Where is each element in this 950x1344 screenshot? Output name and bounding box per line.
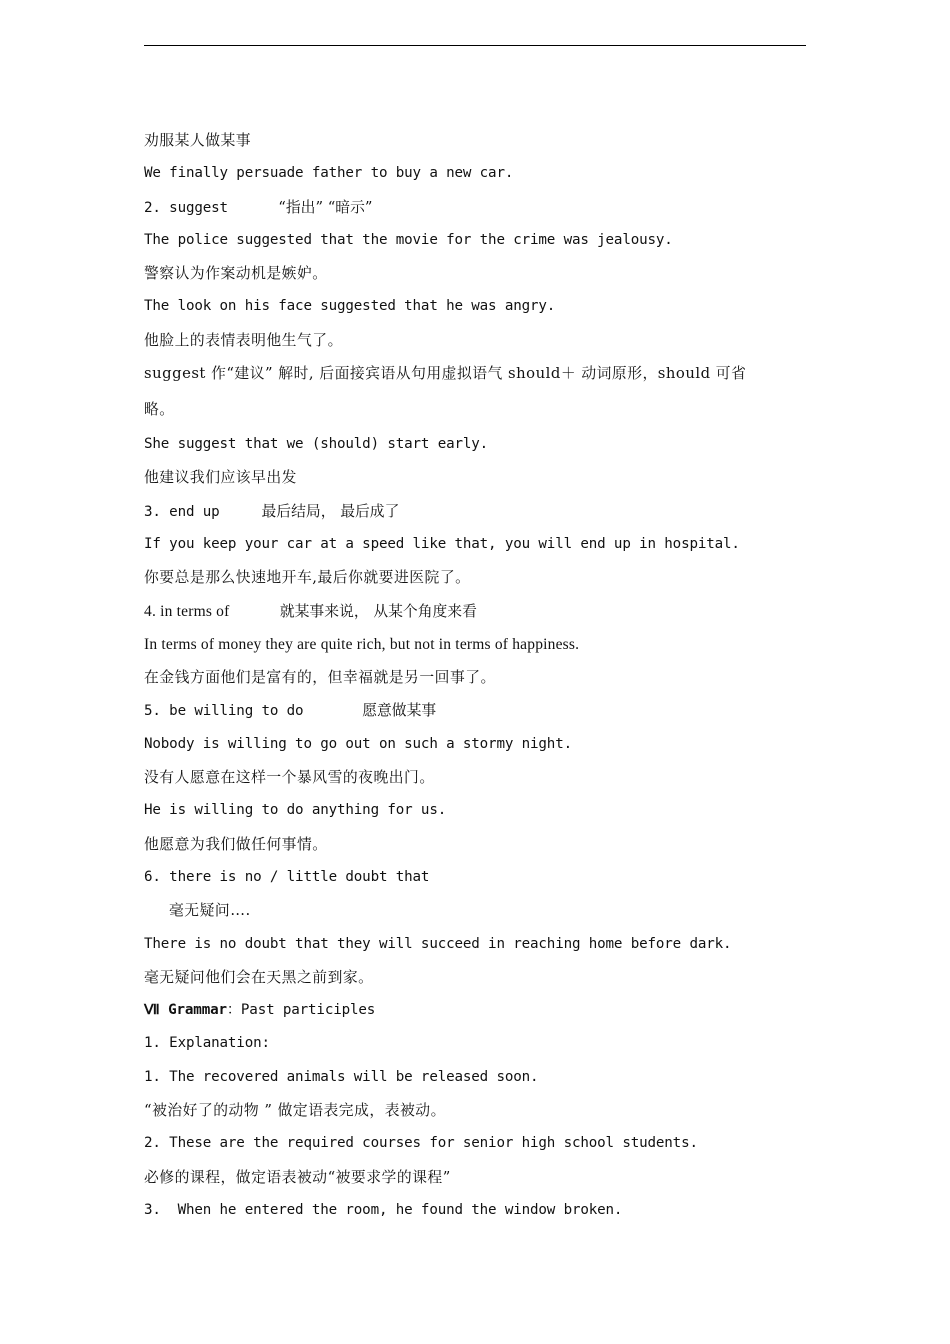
item-term: 3. end up (144, 503, 220, 520)
section-subtitle: ：Past participles (226, 1002, 376, 1019)
text-line: 1. The recovered animals will be released soon. (144, 1068, 539, 1085)
text-line: We finally persuade father to buy a new car. (144, 165, 514, 182)
text-line: 他建议我们应该早出发 (144, 469, 297, 487)
spacer (228, 200, 278, 216)
spacer (303, 703, 362, 719)
text-line: 警察认为作案动机是嫉妒。 (144, 265, 328, 283)
text-line: The look on his face suggested that he was angry. (144, 298, 556, 315)
item-meaning: “指出” “暗示” (278, 198, 373, 216)
item-meaning: 愿意做某事 (362, 702, 437, 720)
document-body (144, 124, 808, 1227)
text-line: 劝服某人做某事 (144, 132, 252, 149)
text-line: 在金钱方面他们是富有的，但幸福就是另一回事了。 (144, 669, 496, 687)
text-line: 2. These are the required courses for senior high school students. (144, 1135, 698, 1152)
text-line: She suggest that we (should) start early. (144, 436, 489, 453)
text-line: 略。 (144, 401, 175, 419)
text-line: 他愿意为我们做任何事情。 (144, 835, 328, 853)
text-line: There is no doubt that they will succeed in reaching home before dark. (144, 935, 732, 952)
item-meaning: 就某事来说， 从某个角度来看 (279, 602, 477, 620)
text-line: In terms of money they are quite rich, but not in terms of happiness. (144, 635, 580, 653)
text-line: 毫无疑问…. (169, 902, 251, 920)
item-heading (144, 191, 808, 224)
item-meaning: 最后结局， 最后成了 (261, 502, 400, 520)
item-term: 2. suggest (144, 199, 228, 216)
section-title: Ⅶ Grammar (144, 1002, 227, 1019)
item-heading: 6. there is no / little doubt that (144, 868, 430, 885)
item-heading (144, 694, 808, 727)
item-term: 5. be willing to do (144, 703, 304, 720)
text-line: suggest 作“建议” 解时, 后面接宾语从句用虚拟语气 should＋ 动词原形，should 可省 (144, 365, 747, 383)
text-line: “被治好了的动物 ” 做定语表完成，表被动。 (144, 1102, 446, 1120)
text-line: If you keep your car at a speed like that, you will end up in hospital. (144, 535, 740, 552)
text-line: He is willing to do anything for us. (144, 802, 447, 819)
spacer (220, 504, 262, 520)
text-line: Nobody is willing to go out on such a stormy night. (144, 735, 572, 752)
text-line: 没有人愿意在这样一个暴风雪的夜晚出门。 (144, 769, 435, 787)
item-term: 4. in terms of (144, 602, 230, 620)
item-heading (144, 495, 808, 528)
text-line: 毫无疑问他们会在天黑之前到家。 (144, 968, 374, 986)
header-rule (144, 45, 806, 46)
text-line: 你要总是那么快速地开车,最后你就要进医院了。 (144, 569, 471, 587)
text-line: 3. When he entered the room, he found the window broken. (144, 1201, 623, 1218)
text-line: 他脸上的表情表明他生气了。 (144, 331, 343, 349)
text-line: 1. Explanation: (144, 1035, 270, 1052)
text-line: 必修的课程，做定语表被动“被要求学的课程” (144, 1168, 451, 1186)
section-heading (144, 994, 808, 1027)
item-heading (144, 595, 808, 628)
spacer (229, 604, 279, 620)
text-line: The police suggested that the movie for the crime was jealousy. (144, 231, 673, 248)
